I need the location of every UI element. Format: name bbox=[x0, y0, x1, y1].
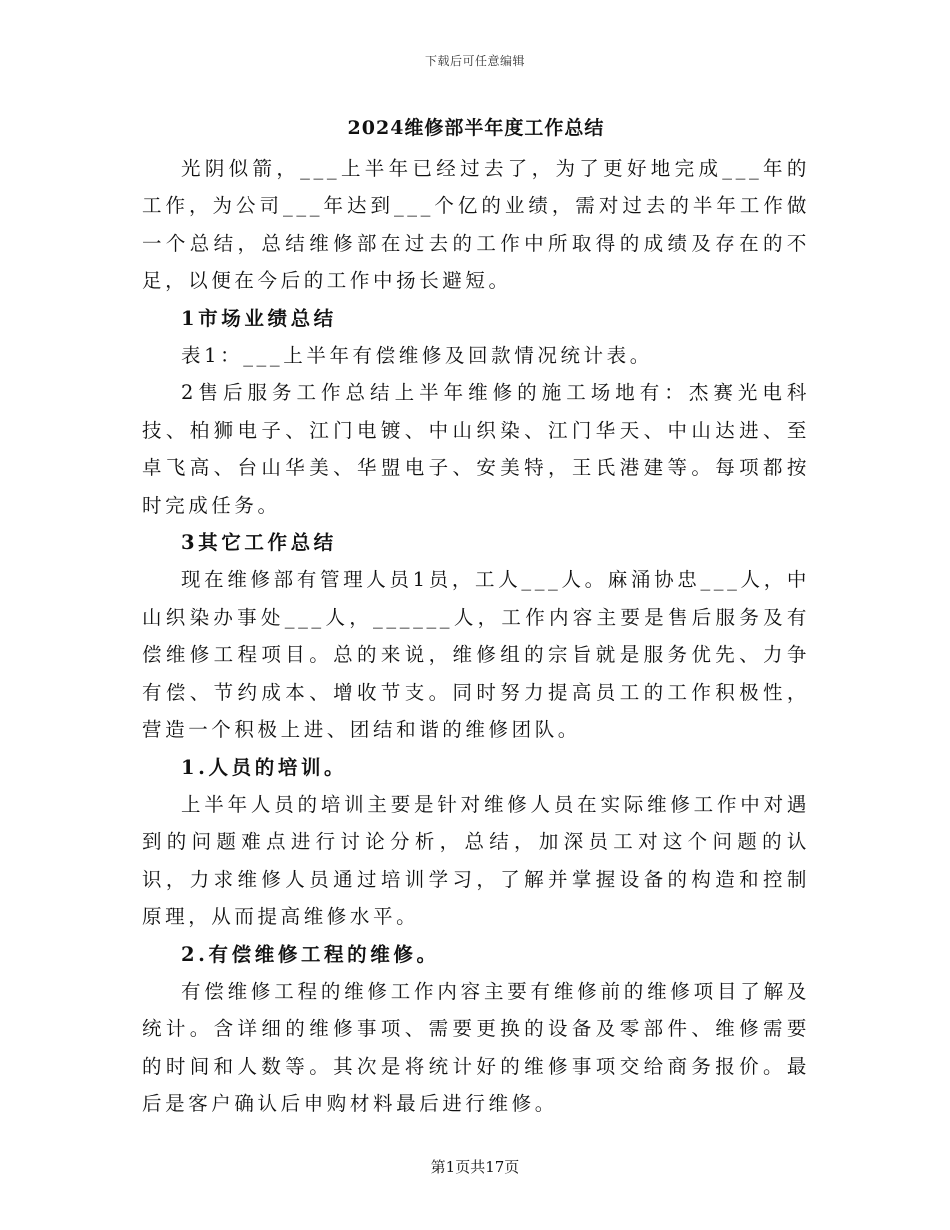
subheading-paid-repair: 2.有偿维修工程的维修。 bbox=[181, 942, 440, 966]
document-title: 2024维修部半年度工作总结 bbox=[347, 117, 605, 139]
section-heading-market: 1市场业绩总结 bbox=[181, 306, 337, 330]
after-sales-paragraph: 2售后服务工作总结上半年维修的施工场地有：杰赛光电科技、柏狮电子、江门电镀、中山织染、江门华天、中山达进、至卓飞高、台山华美、华盟电子、安美特，王氏港建等。每项都按时完成任务。 bbox=[142, 381, 810, 517]
document-body bbox=[142, 108, 810, 1123]
subheading-training: 1.人员的培训。 bbox=[181, 755, 348, 779]
page-number: 第1页共17页 bbox=[430, 1158, 520, 1176]
intro-paragraph: 光阴似箭，___上半年已经过去了，为了更好地完成___年的工作，为公司___年达到___个亿的业绩，需对过去的半年工作做一个总结，总结维修部在过去的工作中所取得的成绩及存在的不足，以便在今后的工作中扬长避短。 bbox=[142, 157, 810, 293]
table-caption: 表1：___上半年有偿维修及回款情况统计表。 bbox=[181, 344, 653, 368]
section-heading-other: 3其它工作总结 bbox=[181, 531, 337, 555]
paid-repair-paragraph: 有偿维修工程的维修工作内容主要有维修前的维修项目了解及统计。含详细的维修事项、需要更换的设备及零部件、维修需要的时间和人数等。其次是将统计好的维修事项交给商务报价。最后是客户确认后申购材料最后进行维修。 bbox=[142, 979, 810, 1116]
header-note: 下载后可任意编辑 bbox=[424, 54, 525, 68]
staff-paragraph: 现在维修部有管理人员1员，工人___人。麻涌协忠___人，中山织染办事处___人，______人，工作内容主要是售后服务及有偿维修工程项目。总的来说，维修组的宗旨就是服务优先、力争有偿、节约成本、增收节支。同时努力提高员工的工作积极性，营造一个积极上进、团结和谐的维修团队。 bbox=[142, 568, 810, 742]
training-paragraph: 上半年人员的培训主要是针对维修人员在实际维修工作中对遇到的问题难点进行讨论分析，总结，加深员工对这个问题的认识，力求维修人员通过培训学习，了解并掌握设备的构造和控制原理，从而提高维修水平。 bbox=[142, 792, 810, 929]
